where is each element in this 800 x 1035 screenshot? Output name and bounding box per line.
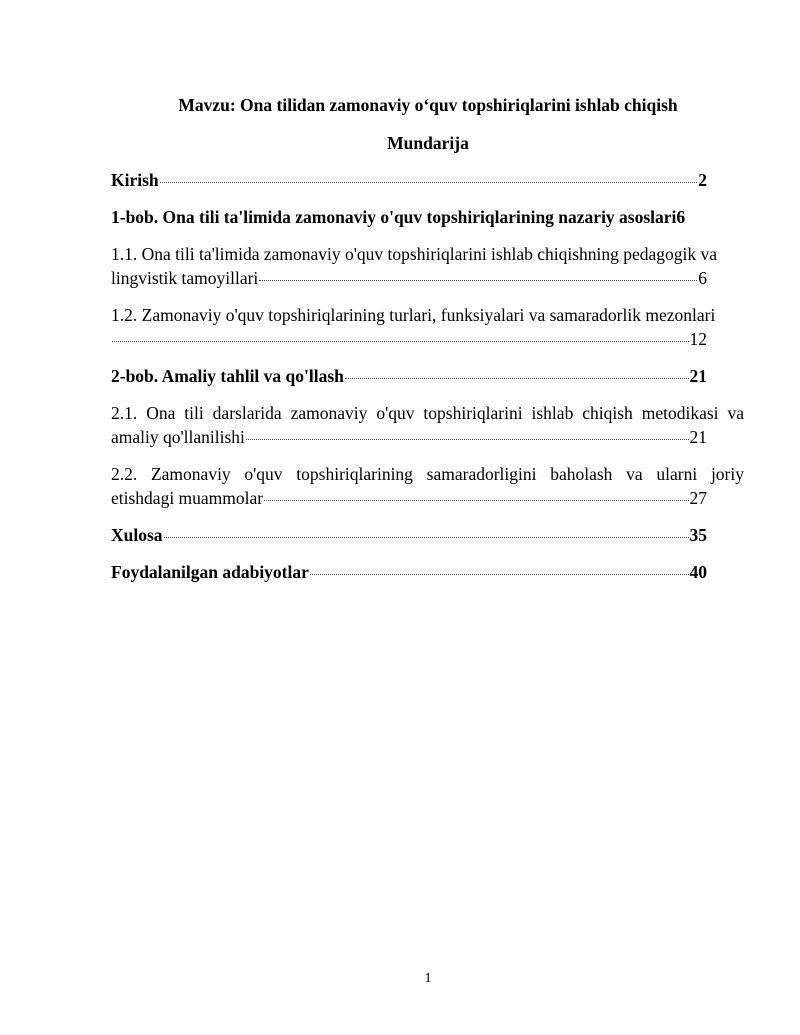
toc-line <box>111 266 707 290</box>
toc-line: 2.1. Ona tili darslarida zamonaviy o'quv topshiriqlarini ishlab chiqish metodikasi va <box>111 403 744 423</box>
toc-entry-xulosa[interactable] <box>111 523 744 547</box>
leader-dots <box>160 168 698 183</box>
toc-label: Foydalanilgan adabiyotlar <box>111 562 309 582</box>
toc-page-number: 27 <box>689 488 707 508</box>
toc-entry-kirish[interactable] <box>111 168 744 192</box>
toc-line <box>111 205 744 229</box>
toc-entry-section-1-2[interactable] <box>111 303 744 351</box>
toc-entry-chapter-2[interactable] <box>111 364 744 388</box>
toc-line: 1.1. Ona tili ta'limida zamonaviy o'quv topshiriqlarini ishlab chiqishning pedagogik va <box>111 244 718 264</box>
toc-entry-section-1-1[interactable] <box>111 242 744 290</box>
toc-page-number: 40 <box>689 562 707 582</box>
toc-line <box>111 560 707 584</box>
leader-dots <box>164 523 689 538</box>
toc-line <box>111 327 707 351</box>
toc-entry-section-2-1[interactable] <box>111 401 744 449</box>
toc-label: 1-bob. Ona tili ta'limida zamonaviy o'quv topshiriqlarining nazariy asoslari <box>111 207 677 227</box>
toc-label: amaliy qo'llanilishi <box>111 427 245 447</box>
toc-line: 1.2. Zamonaviy o'quv topshiriqlarining turlari, funksiyalari va samaradorlik mezonlari <box>111 305 716 325</box>
toc-line <box>111 364 707 388</box>
toc-page-number: 6 <box>698 268 707 288</box>
document-title: Mavzu: Ona tilidan zamonaviy o‘quv topshiriqlarini ishlab chiqish <box>178 95 678 115</box>
leader-dots <box>259 266 697 281</box>
toc-label: Xulosa <box>111 525 163 545</box>
toc-line <box>111 425 707 449</box>
toc-line <box>111 486 707 510</box>
toc-page-number: 21 <box>689 366 707 386</box>
leader-dots <box>246 425 689 440</box>
toc-line <box>111 523 707 547</box>
toc-line: 2.2. Zamonaviy o'quv topshiriqlarining samaradorligini baholash va ularni joriy <box>111 464 744 484</box>
toc-label: 2-bob. Amaliy tahlil va qo'llash <box>111 366 344 386</box>
page-number: 1 <box>424 971 432 986</box>
leader-dots <box>264 486 688 501</box>
toc-label: etishdagi muammolar <box>111 488 264 508</box>
leader-dots <box>310 560 689 575</box>
toc-line <box>111 168 707 192</box>
toc-entry-section-2-2[interactable] <box>111 462 744 510</box>
toc-entry-chapter-1[interactable] <box>111 205 744 229</box>
toc-heading: Mundarija <box>387 133 469 153</box>
toc-page-number: 2 <box>698 170 707 190</box>
leader-dots <box>345 364 689 379</box>
toc-entry-adabiyotlar[interactable] <box>111 560 744 584</box>
leader-dots <box>112 327 689 342</box>
toc-page-number: 6 <box>676 207 686 227</box>
toc-label: lingvistik tamoyillari <box>111 268 259 288</box>
table-of-contents <box>111 168 744 597</box>
toc-label: Kirish <box>111 170 159 190</box>
toc-page-number: 12 <box>689 329 707 349</box>
toc-page-number: 21 <box>689 427 707 447</box>
toc-page-number: 35 <box>689 525 707 545</box>
